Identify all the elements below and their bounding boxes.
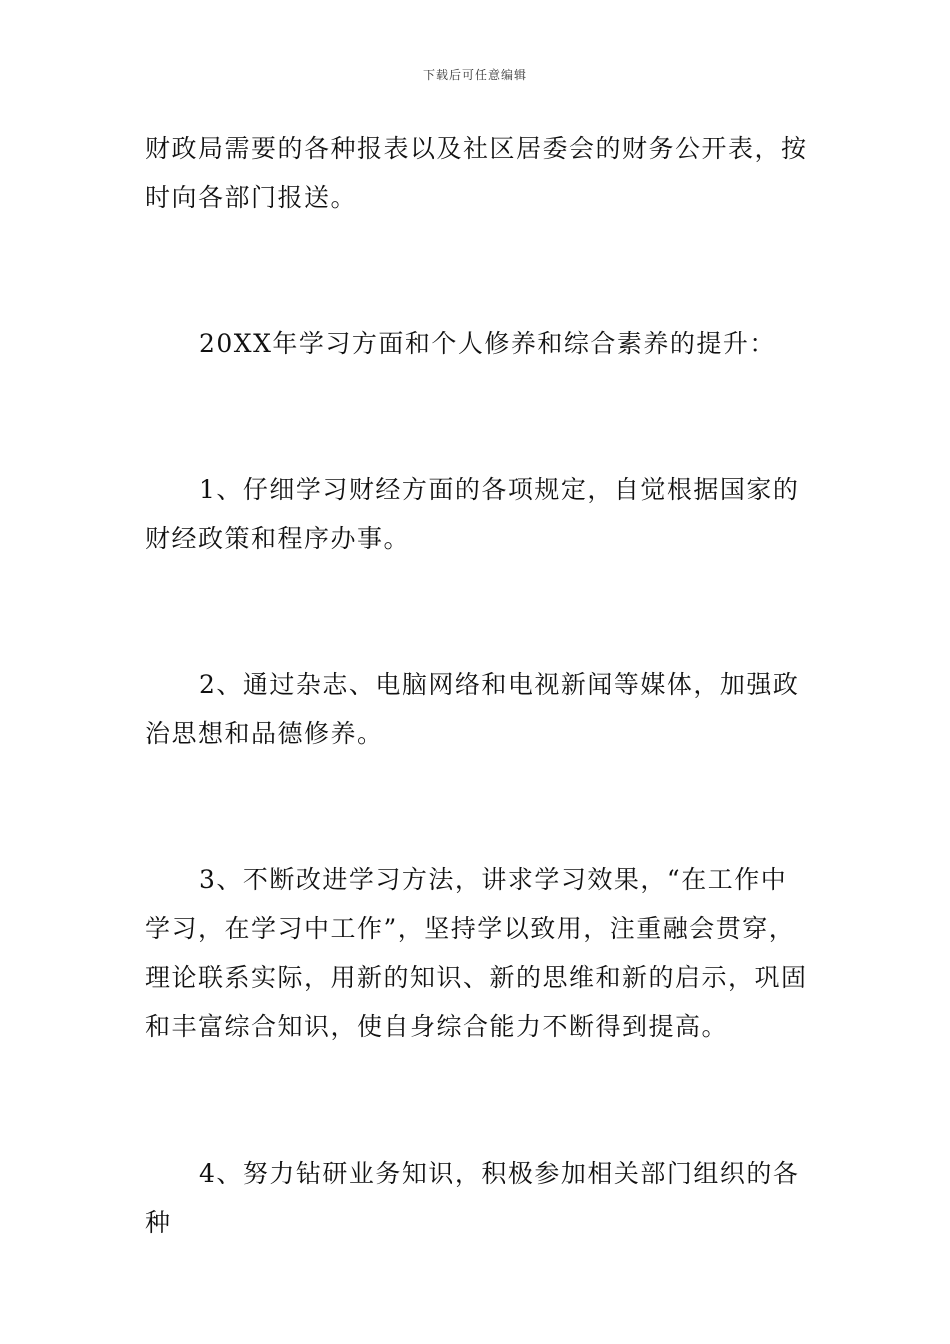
list-item-4: 4、努力钻研业务知识，积极参加相关部门组织的各种 — [145, 1159, 800, 1237]
list-item-2: 2、通过杂志、电脑网络和电视新闻等媒体，加强政治思想和品德修养。 — [145, 670, 800, 748]
section-heading: 20XX年学习方面和个人修养和综合素养的提升： — [199, 329, 776, 358]
list-item-3: 3、不断改进学习方法，讲求学习效果，“在工作中学习，在学习中工作”，坚持学以致用，注重融会贯穿，理论联系实际，用新的知识、新的思维和新的启示，巩固和丰富综合知识，使自身综合能力不断得到提高。 — [145, 865, 808, 1041]
document-body — [145, 124, 810, 1247]
paragraph-reports: 财政局需要的各种报表以及社区居委会的财务公开表，按时向各部门报送。 — [145, 134, 808, 212]
page-header: 下载后可任意编辑 — [422, 68, 527, 82]
list-item-1: 1、仔细学习财经方面的各项规定，自觉根据国家的财经政策和程序办事。 — [145, 475, 800, 553]
